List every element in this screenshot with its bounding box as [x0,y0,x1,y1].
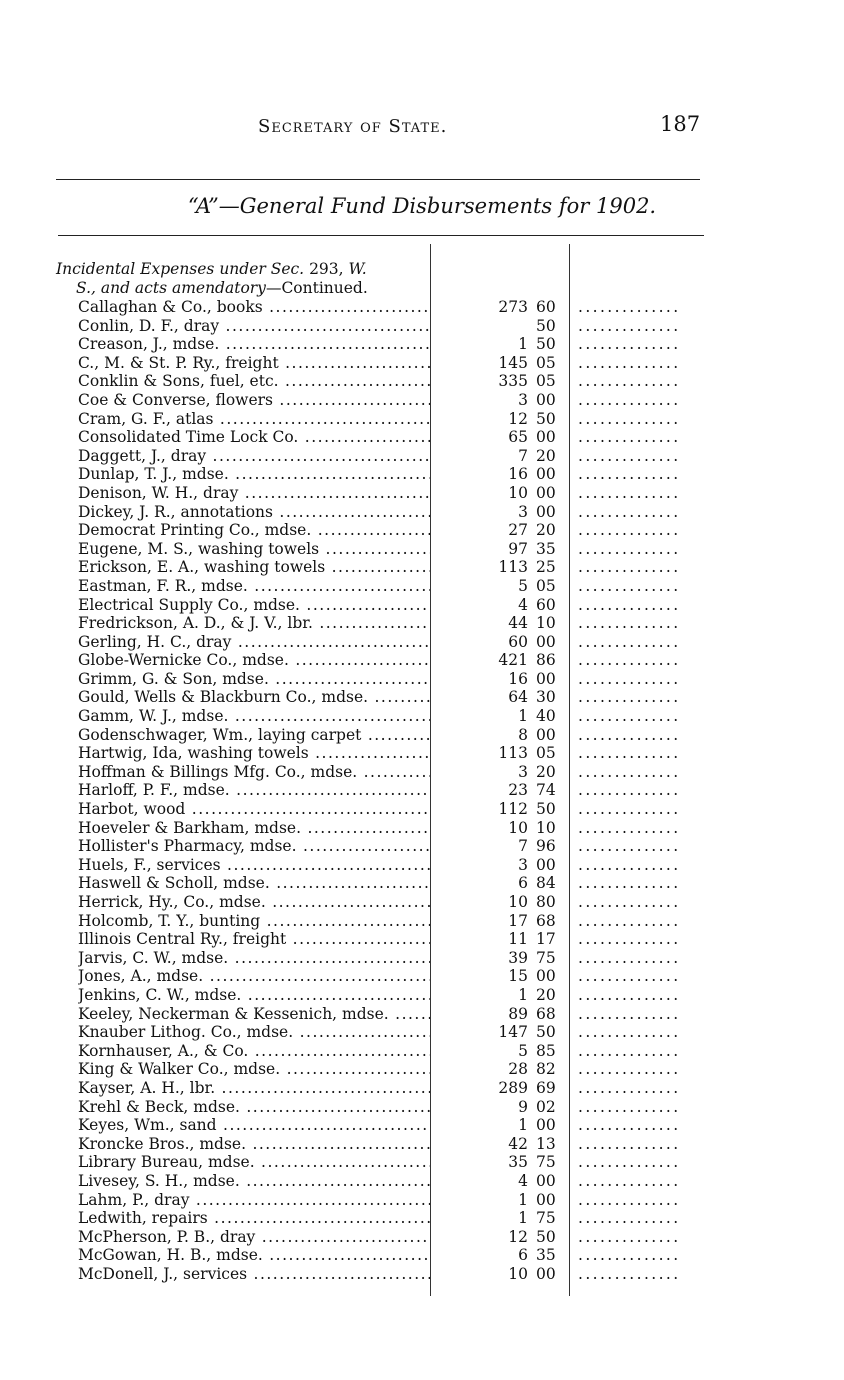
amount-dollars: 15 [508,967,528,986]
payee-name: Jarvis, C. W., mdse. ..... [78,949,430,968]
amount-cents: 74 [536,781,556,800]
table-row [0,744,844,763]
amount-cents: 50 [536,316,556,335]
table-row [0,874,844,893]
amount-cents: 00 [536,1171,556,1190]
dot-leader: .............. [578,595,681,614]
payee-name: Callaghan & Co., books ..... [78,298,430,317]
table-row [0,484,844,503]
payee-name: Hoffman & Billings Mfg. Co., mdse. ..... [78,763,430,782]
dot-leader: .............. [578,688,681,707]
dot-leader: .............. [578,893,681,911]
amount-cents: 85 [536,1041,556,1060]
amount-dollars: 89 [508,1004,528,1023]
table-row [0,1005,844,1024]
amount-cents: 05 [536,353,556,372]
page-header [0,112,844,146]
payee-name: Jones, A., mdse. ..... [78,967,430,986]
amount-dollars: 1 [518,985,528,1004]
dot-leader: .............. [578,669,681,688]
amount-cents: 05 [536,576,556,595]
dot-leader: .............. [578,353,681,372]
dot-leader: .............. [578,1078,681,1097]
amount-dollars: 273 [498,298,528,316]
payee-name: Kroncke Bros., mdse. ..... [78,1135,430,1154]
payee-name: Kornhauser, A., & Co. ..... [78,1042,430,1061]
amount-dollars: 9 [518,1097,528,1116]
amount-cents: 20 [536,762,556,781]
amount-cents: 10 [536,818,556,837]
amount-dollars: 1 [518,1116,528,1135]
amount-dollars: 6 [518,1246,528,1265]
payee-name: Holcomb, T. Y., bunting ..... [78,912,430,931]
table-row [0,577,844,596]
amount-dollars: 65 [508,428,528,447]
amount-cents: 00 [536,483,556,502]
dot-leader: .............. [578,874,681,893]
header-rule [56,179,700,180]
amount-dollars: 44 [508,614,528,633]
table-row [0,1079,844,1098]
amount-dollars: 23 [508,781,528,800]
payee-name: Conklin & Sons, fuel, etc. ..... [78,372,430,391]
dot-leader: .............. [578,502,681,521]
amount-cents: 02 [536,1097,556,1116]
amount-dollars: 4 [518,1171,528,1190]
dot-leader: .............. [578,632,681,651]
amount-cents: 20 [536,521,556,540]
payee-name: Electrical Supply Co., mdse. ..... [78,596,430,615]
table-row [0,1098,844,1117]
table-row [0,651,844,670]
payee-name: Dickey, J. R., annotations ..... [78,503,430,522]
amount-dollars: 28 [508,1060,528,1079]
dot-leader: .............. [578,744,681,763]
dot-leader: .............. [578,1264,681,1283]
payee-name: Hollister's Pharmacy, mdse. ..... [78,837,430,856]
amount-dollars: 7 [518,446,528,465]
payee-name: Grimm, G. & Son, mdse. ..... [78,670,430,689]
amount-cents: 50 [536,1023,556,1042]
amount-dollars: 113 [498,744,528,763]
dot-leader: .............. [578,930,681,949]
amount-dollars: 11 [508,930,528,949]
table-row [0,614,844,633]
dot-leader: .............. [578,725,681,744]
table-row [0,1116,844,1135]
table-row [0,986,844,1005]
table-row [0,1191,844,1210]
amount-dollars: 145 [498,353,528,372]
table-row [0,1042,844,1061]
amount-dollars: 27 [508,521,528,540]
payee-name: McPherson, P. B., dray ..... [78,1228,430,1247]
section-heading-italic-1: Incidental Expenses under Sec. [56,260,305,278]
amount-cents: 68 [536,911,556,930]
amount-cents: 60 [536,595,556,614]
table-row [0,688,844,707]
amount-dollars: 3 [518,762,528,781]
amount-dollars: 113 [498,558,528,577]
amount-cents: 00 [536,1264,556,1283]
amount-dollars: 10 [508,893,528,911]
dot-leader: .............. [578,1004,681,1023]
dot-leader: .............. [578,446,681,465]
section-heading-line-1 [56,260,428,279]
payee-name: Denison, W. H., dray ..... [78,484,430,503]
table-title: “A”—General Fund Disbursements for 1902. [187,194,657,218]
payee-name: Keyes, Wm., sand ..... [78,1116,430,1135]
table-row [0,410,844,429]
dot-leader: .............. [578,1171,681,1190]
dot-leader: .............. [578,781,681,800]
payee-name: Harloff, P. F., mdse. ..... [78,781,430,800]
amount-dollars: 147 [498,1023,528,1042]
amount-cents: 00 [536,465,556,484]
amount-cents: 00 [536,967,556,986]
amount-dollars: 1 [518,335,528,354]
amount-dollars: 64 [508,688,528,707]
amount-dollars: 3 [518,502,528,521]
table-row [0,1265,844,1284]
dot-leader: .............. [578,948,681,967]
amount-dollars: 6 [518,874,528,893]
table-row [0,317,844,336]
title-rule [58,235,704,236]
payee-name: Huels, F., services ..... [78,856,430,875]
amount-cents: 00 [536,390,556,409]
amount-dollars: 16 [508,465,528,484]
dot-leader: .............. [578,1097,681,1116]
amount-cents: 50 [536,1227,556,1246]
amount-cents: 68 [536,1004,556,1023]
amount-dollars: 1 [518,707,528,726]
payee-name: Godenschwager, Wm., laying carpet ..... [78,726,430,745]
amount-dollars: 3 [518,390,528,409]
table-row [0,391,844,410]
table-row [0,1135,844,1154]
table-row [0,372,844,391]
amount-cents: 00 [536,1190,556,1209]
amount-dollars: 8 [518,725,528,744]
payee-name: Democrat Printing Co., mdse. ..... [78,521,430,540]
table-row [0,800,844,819]
dot-leader: .............. [578,1190,681,1209]
dot-leader: .............. [578,855,681,874]
amount-cents: 00 [536,632,556,651]
amount-cents: 75 [536,948,556,967]
dot-leader: .............. [578,558,681,577]
amount-dollars: 7 [518,837,528,856]
payee-name: Lahm, P., dray ..... [78,1191,430,1210]
payee-name: C., M. & St. P. Ry., freight ..... [78,354,430,373]
table-row [0,1060,844,1079]
dot-leader: .............. [578,298,681,316]
amount-cents: 84 [536,874,556,893]
dot-leader: .............. [578,521,681,540]
payee-name: Eastman, F. R., mdse. ..... [78,577,430,596]
dot-leader: .............. [578,428,681,447]
amount-cents: 17 [536,930,556,949]
payee-name: Consolidated Time Lock Co. ..... [78,428,430,447]
table-row [0,558,844,577]
payee-name: Hartwig, Ida, washing towels ..... [78,744,430,763]
amount-cents: 50 [536,335,556,354]
amount-dollars: 3 [518,855,528,874]
dot-leader: .............. [578,762,681,781]
amount-cents: 05 [536,744,556,763]
payee-name: Harbot, wood ..... [78,800,430,819]
payee-name: Ledwith, repairs ..... [78,1209,430,1228]
payee-name: Fredrickson, A. D., & J. V., lbr. ..... [78,614,430,633]
table-row [0,856,844,875]
payee-name: Library Bureau, mdse. ..... [78,1153,430,1172]
amount-cents: 00 [536,502,556,521]
dot-leader: .............. [578,1227,681,1246]
section-heading-roman-1: 293, [309,260,344,278]
amount-dollars: 10 [508,1264,528,1283]
table-row [0,1153,844,1172]
amount-dollars: 112 [498,800,528,819]
section-heading-italic-3: S., and acts amendatory [76,278,266,297]
table-row [0,428,844,447]
amount-cents: 40 [536,707,556,726]
amount-cents: 30 [536,688,556,707]
payee-name: Cram, G. F., atlas ..... [78,410,430,429]
payee-name: Kayser, A. H., lbr. ..... [78,1079,430,1098]
table-row [0,465,844,484]
dot-leader: .............. [578,1041,681,1060]
payee-name: Creason, J., mdse. ..... [78,335,430,354]
amount-dollars: 421 [498,651,528,670]
payee-name: Krehl & Beck, mdse. ..... [78,1098,430,1117]
amount-cents: 00 [536,428,556,447]
payee-name: Keeley, Neckerman & Kessenich, mdse. ..... [78,1005,430,1024]
payee-name: Herrick, Hy., Co., mdse. ..... [78,893,430,912]
amount-cents: 75 [536,1153,556,1172]
section-heading [56,260,428,297]
amount-dollars: 4 [518,595,528,614]
amount-cents: 00 [536,725,556,744]
dot-leader: .............. [578,1209,681,1228]
amount-cents: 35 [536,1246,556,1265]
amount-dollars: 1 [518,1209,528,1228]
amount-dollars: 16 [508,669,528,688]
dot-leader: .............. [578,911,681,930]
amount-cents: 80 [536,893,556,911]
payee-name: McDonell, J., services ..... [78,1265,430,1284]
amount-dollars: 335 [498,372,528,391]
amount-cents: 00 [536,1116,556,1135]
table-row [0,967,844,986]
amount-dollars: 39 [508,948,528,967]
amount-cents: 75 [536,1209,556,1228]
payee-name: Gerling, H. C., dray ..... [78,633,430,652]
dot-leader: .............. [578,985,681,1004]
dot-leader: .............. [578,707,681,726]
table-row [0,781,844,800]
payee-name: Gamm, W. J., mdse. ..... [78,707,430,726]
table-row [0,1209,844,1228]
amount-cents: 50 [536,800,556,819]
dot-leader: .............. [578,1134,681,1153]
payee-name: Haswell & Scholl, mdse. ..... [78,874,430,893]
amount-cents: 86 [536,651,556,670]
table-row [0,893,844,912]
table-row [0,447,844,466]
payee-name: Dunlap, T. J., mdse. ..... [78,465,430,484]
running-title: Secretary of State. [258,116,448,137]
amount-dollars: 12 [508,409,528,428]
dot-leader: .............. [578,651,681,670]
amount-cents: 60 [536,298,556,316]
table-row [0,503,844,522]
dot-leader: .............. [578,483,681,502]
amount-cents: 96 [536,837,556,856]
dot-leader: .............. [578,372,681,391]
dot-leader: .............. [578,837,681,856]
payee-name: McGowan, H. B., mdse. ..... [78,1246,430,1265]
table-row [0,633,844,652]
amount-dollars: 289 [498,1078,528,1097]
table-row [0,1246,844,1265]
amount-dollars: 10 [508,818,528,837]
dot-leader: .............. [578,465,681,484]
dot-leader: .............. [578,1060,681,1079]
table-row [0,707,844,726]
dot-leader: .............. [578,316,681,335]
table-row [0,1228,844,1247]
amount-cents: 69 [536,1078,556,1097]
dot-leader: .............. [578,1153,681,1172]
section-heading-italic-2: W. [348,260,367,278]
amount-dollars: 35 [508,1153,528,1172]
table-row [0,521,844,540]
payee-name: Conlin, D. F., dray ..... [78,317,430,336]
amount-cents: 13 [536,1134,556,1153]
amount-cents: 00 [536,855,556,874]
table-row [0,930,844,949]
amount-cents: 10 [536,614,556,633]
payee-name: Hoeveler & Barkham, mdse. ..... [78,819,430,838]
payee-name: Erickson, E. A., washing towels ..... [78,558,430,577]
payee-name: Globe-Wernicke Co., mdse. ..... [78,651,430,670]
amount-dollars: 97 [508,539,528,558]
dot-leader: .............. [578,818,681,837]
page-number: 187 [660,112,701,136]
dot-leader: .............. [578,539,681,558]
dot-leader: .............. [578,967,681,986]
payee-name: Knauber Lithog. Co., mdse. ..... [78,1023,430,1042]
amount-cents: 20 [536,985,556,1004]
amount-dollars: 1 [518,1190,528,1209]
payee-name: Daggett, J., dray ..... [78,447,430,466]
amount-dollars: 60 [508,632,528,651]
table-row [0,949,844,968]
amount-cents: 20 [536,446,556,465]
table-row [0,1172,844,1191]
dot-leader: .............. [578,1116,681,1135]
table-row [0,912,844,931]
amount-cents: 05 [536,372,556,391]
dot-leader: .............. [578,800,681,819]
dot-leader: .............. [578,1023,681,1042]
section-heading-line-2 [56,279,428,298]
amount-dollars: 5 [518,1041,528,1060]
amount-dollars: 5 [518,576,528,595]
table-row [0,763,844,782]
table-row [0,1023,844,1042]
amount-dollars: 42 [508,1134,528,1153]
payee-name: Gould, Wells & Blackburn Co., mdse. ..... [78,688,430,707]
payee-name: Illinois Central Ry., freight ..... [78,930,430,949]
amount-cents: 82 [536,1060,556,1079]
dot-leader: .............. [578,409,681,428]
table-row [0,726,844,745]
section-heading-roman-3: —Continued. [265,278,368,297]
table-row [0,540,844,559]
amount-dollars: 10 [508,483,528,502]
amount-cents: 50 [536,409,556,428]
dot-leader: .............. [578,390,681,409]
amount-dollars: 12 [508,1227,528,1246]
dot-leader: .............. [578,335,681,354]
table-row [0,819,844,838]
amount-cents: 00 [536,669,556,688]
amount-dollars: 17 [508,911,528,930]
dot-leader: .............. [578,614,681,633]
disbursement-list [0,298,844,1283]
table-row [0,837,844,856]
table-row [0,335,844,354]
payee-name: Coe & Converse, flowers ..... [78,391,430,410]
payee-name: Jenkins, C. W., mdse. ..... [78,986,430,1005]
table-row [0,670,844,689]
payee-name: King & Walker Co., mdse. ..... [78,1060,430,1079]
table-row [0,298,844,317]
table-row [0,596,844,615]
payee-name: Eugene, M. S., washing towels ..... [78,540,430,559]
payee-name: Livesey, S. H., mdse. ..... [78,1172,430,1191]
table-row [0,354,844,373]
dot-leader: .............. [578,1246,681,1265]
amount-cents: 25 [536,558,556,577]
dot-leader: .............. [578,576,681,595]
amount-cents: 35 [536,539,556,558]
